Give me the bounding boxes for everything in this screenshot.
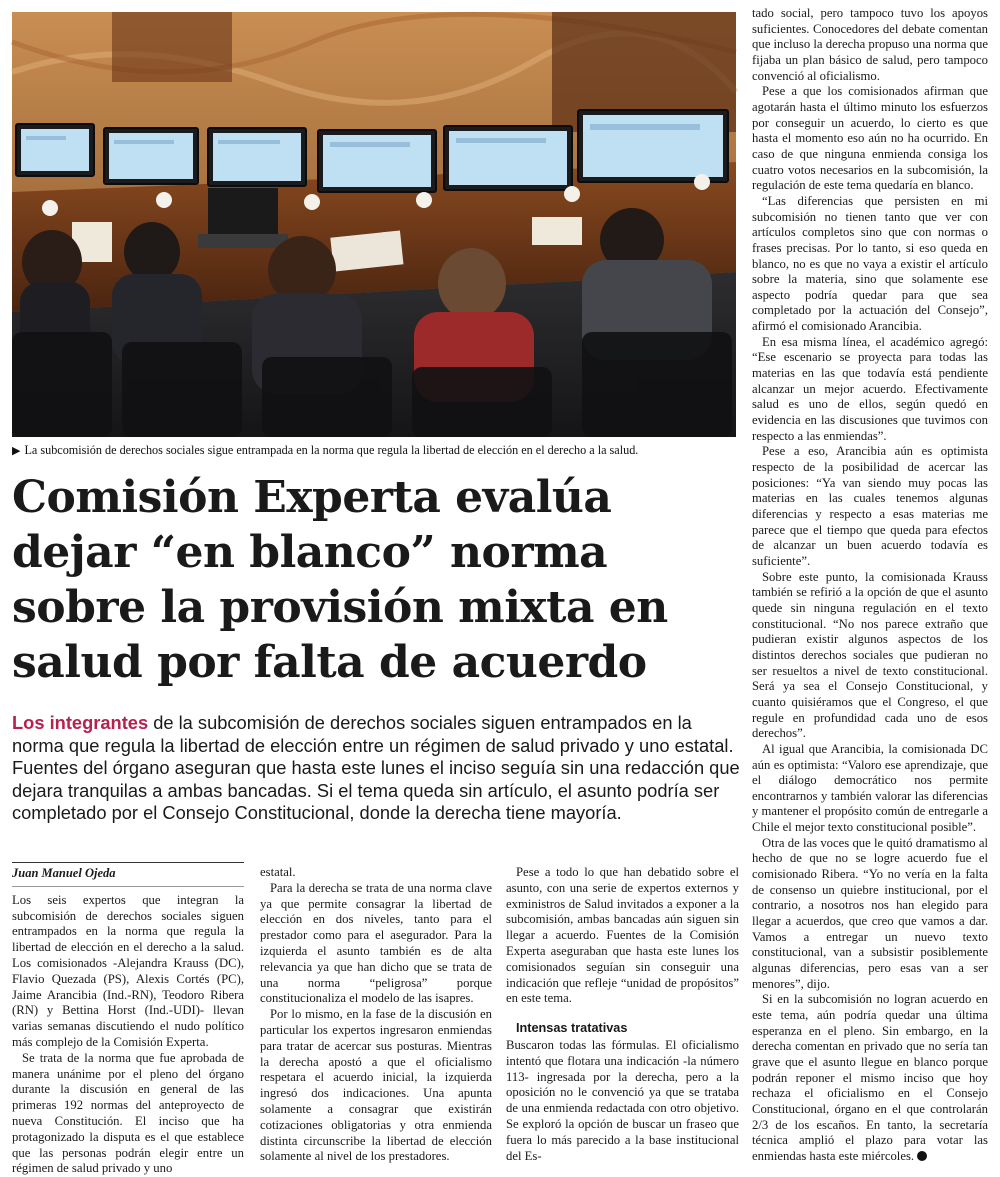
paragraph-text: Si en la subcomisión no logran acuerdo en este tema, aún podría quedar una última esperanza en el pleno. Sin embargo, en la derecha comentan en privado que no sería tan grave que el asunto llegue en blanco porque podrán reponer el mismo inciso que hoy rechaza el oficialismo en el Consejo Constitucional, órgano en el que controlarán 2/3 de los escaños. En tanto, la secretaría técnica amplió el plazo para votar las enmiendas hasta este miércoles. <box>752 992 988 1163</box>
paragraph: estatal. <box>260 865 296 879</box>
paragraph: Pese a que los comisionados afirman que agotarán hasta el último minuto los esfuerzos por conseguir un acuerdo, lo cierto es que hasta el momento eso aún no ha ocurrido. En caso de que ninguna enmienda consiga los cuatro votos necesarios en la subcomisión, la regulación de este tema quedaría en blanco. <box>752 84 988 193</box>
caption-marker-icon: ▶ <box>12 445 21 457</box>
headline-line: dejar “en blanco” norma <box>12 527 608 578</box>
article-column-2 <box>260 865 492 1165</box>
lead-kicker: Los integrantes <box>12 712 149 733</box>
paragraph: Pese a todo lo que han debatido sobre el asunto, con una serie de expertos externos y exministros de Salud invitados a exponer a la subcomisión, ambas bancadas aún siguen sin llegar a acuerdo. Fuentes de la Comisión Experta aseguraban que hasta este lunes los comisionados seguían sin conseguir una indicación que refleje “unidad de propósitos” en este tema. <box>506 865 739 1006</box>
paragraph: Otra de las voces que le quitó dramatismo al hecho de que no se logre acuerdo fue el comisionado Ribera. “Yo no vería en la falta de consenso un quiebre institucional, por el contrario, a nosotros nos han elegido para llegar a acuerdos, que creo que vamos a dar. Vamos a entregar un nuevo texto constitucional, van a subsistir posiblemente algunas diferencias, pero esas van a ser menores”, dijo. <box>752 835 988 991</box>
byline: Juan Manuel Ojeda <box>12 862 244 887</box>
paragraph: Pese a eso, Arancibia aún es optimista respecto de la posibilidad de acercar las posiciones: “Ya van siendo muy pocas las materias en las cuales tenemos algunas diferencias y respecto a esas materias me parece que el tiempo que queda para efectos de alcanzar un buen acuerdo todavía es suficiente”. <box>752 444 988 568</box>
paragraph: Sobre este punto, la comisionada Krauss también se refirió a la opción de que el asunto quede sin ninguna regulación en el texto constitucional. “No nos parece extraño que pudieran existir algunos aspectos de los distintos derechos sociales que pudieran no ser resueltos a nivel de texto constitucional. Será ya sea el Consejo Constitucional, y cuanto quisiéramos que el Congreso, el que regule en profundidad cada uno de esos derechos”. <box>752 569 988 741</box>
paragraph: Buscaron todas las fórmulas. El oficialismo intentó que flotara una indicación -la número 113- ingresada por la derecha, pero a la oposición no le convenció ya que se trataba de una enmienda redactada con otro objetivo. Se exploró la opción de buscar un fraseo que fuera lo más parecido a la base institucional del Es- <box>506 1037 739 1163</box>
article-column-4 <box>752 6 988 1165</box>
paragraph: Al igual que Arancibia, la comisionada DC aún es optimista: “Valoro ese aprendizaje, que el diálogo democrático nos permite encontrarnos y también valorar las diferencias y mantener el propósito común de entregarle a Chile el mejor texto constitucional posible”. <box>752 741 988 835</box>
article-photo <box>12 12 736 437</box>
paragraph: “Las diferencias que persisten en mi subcomisión no tienen tanto que ver con artículos completos sino que con normas o frases precisas. Por lo tanto, si eso queda en blanco, no es que no vaya a existir el artículo sobre la materia, sino que solamente ese aspecto podría quedar para que sea completado por la actuación del Consejo”, afirmó el comisionado Arancibia. <box>752 193 988 334</box>
headline-line: Comisión Experta evalúa <box>12 472 612 523</box>
paragraph: Los seis expertos que integran la subcomisión de derechos sociales siguen entrampados en la norma que regula la libertad de elección en el derecho a la salud. Los comisionados -Alejandra Krauss (DC), Flavio Quezada (PS), Alexis Cortés (PC), Jaime Arancibia (Ind.-RN), Teodoro Ribera (RN) y Bettina Horst (Ind.-UDI)- llevan varias semanas discutiendo el nudo político más complejo de la Comisión Experta. <box>12 892 244 1049</box>
lead-text: de la subcomisión de derechos sociales siguen entrampados en la norma que regula la libertad de elección entre un régimen de salud privado y uno estatal. Fuentes del órgano aseguran que hasta este lunes el inciso seguía sin una redacción que dejara tranquilas a ambas bancadas. Si el tema queda sin artículo, el asunto podría ser completado por el Consejo Constitucional, donde la derecha tiene mayoría. <box>12 712 740 824</box>
end-mark-icon <box>917 1151 927 1161</box>
headline-line: salud por falta de acuerdo <box>12 637 647 688</box>
headline <box>12 470 740 690</box>
headline-line: sobre la provisión mixta en <box>12 582 668 633</box>
paragraph: Por lo mismo, en la fase de la discusión en particular los expertos ingresaron enmiendas para tratar de acercar sus posturas. Mientras la derecha apostó a que el oficialismo respetara el acuerdo inicial, la izquierda ingresó dos indicaciones. Una apunta solamente a consagrar que existirán cotizaciones obligatorias y otra enmienda distinta circunscribe la libertad de elección solamente al nivel de los prestadores. <box>260 1007 492 1164</box>
photo-illustration <box>12 12 736 437</box>
paragraph: tado social, pero tampoco tuvo los apoyos suficientes. Conocedores del debate comentan que incluso la derecha propuso una norma que fijaba un plan básico de salud, pero tampoco convenció al oficialismo. <box>752 6 988 83</box>
paragraph: Se trata de la norma que fue aprobada de manera unánime por el pleno del órgano durante la discusión en general de las primeras 192 normas del anteproyecto de nueva Constitución. El inciso que ha protagonizado la disputa es el que establece que las personas podrán elegir entre un régimen de salud privado y uno <box>12 1050 244 1176</box>
caption-text: La subcomisión de derechos sociales sigue entrampada en la norma que regula la libertad de elección en el derecho a la salud. <box>24 443 639 457</box>
article-column-3 <box>506 865 739 1164</box>
photo-caption <box>12 443 742 458</box>
lead-paragraph <box>12 712 744 825</box>
subheading: Intensas tratativas <box>516 1021 628 1036</box>
article-column-1 <box>12 862 244 1177</box>
paragraph: En esa misma línea, el académico agregó: “Ese escenario se proyecta para todas las materias en las que todavía está pendiente alcanzar un mejor acuerdo. Efectivamente salud es uno de ellos, según quedó en evidencia en las discusiones que tuvimos con respecto a las enmiendas”. <box>752 334 988 443</box>
paragraph <box>752 992 988 1164</box>
paragraph: Para la derecha se trata de una norma clave ya que permite consagrar la libertad de elección en dos niveles, tanto para el prestador como para el asegurador. Para la izquierda el asunto también es de alta relevancia ya que han dicho que se trata de una norma “peligrosa” porque constitucionaliza el modelo de las isapres. <box>260 880 492 1006</box>
